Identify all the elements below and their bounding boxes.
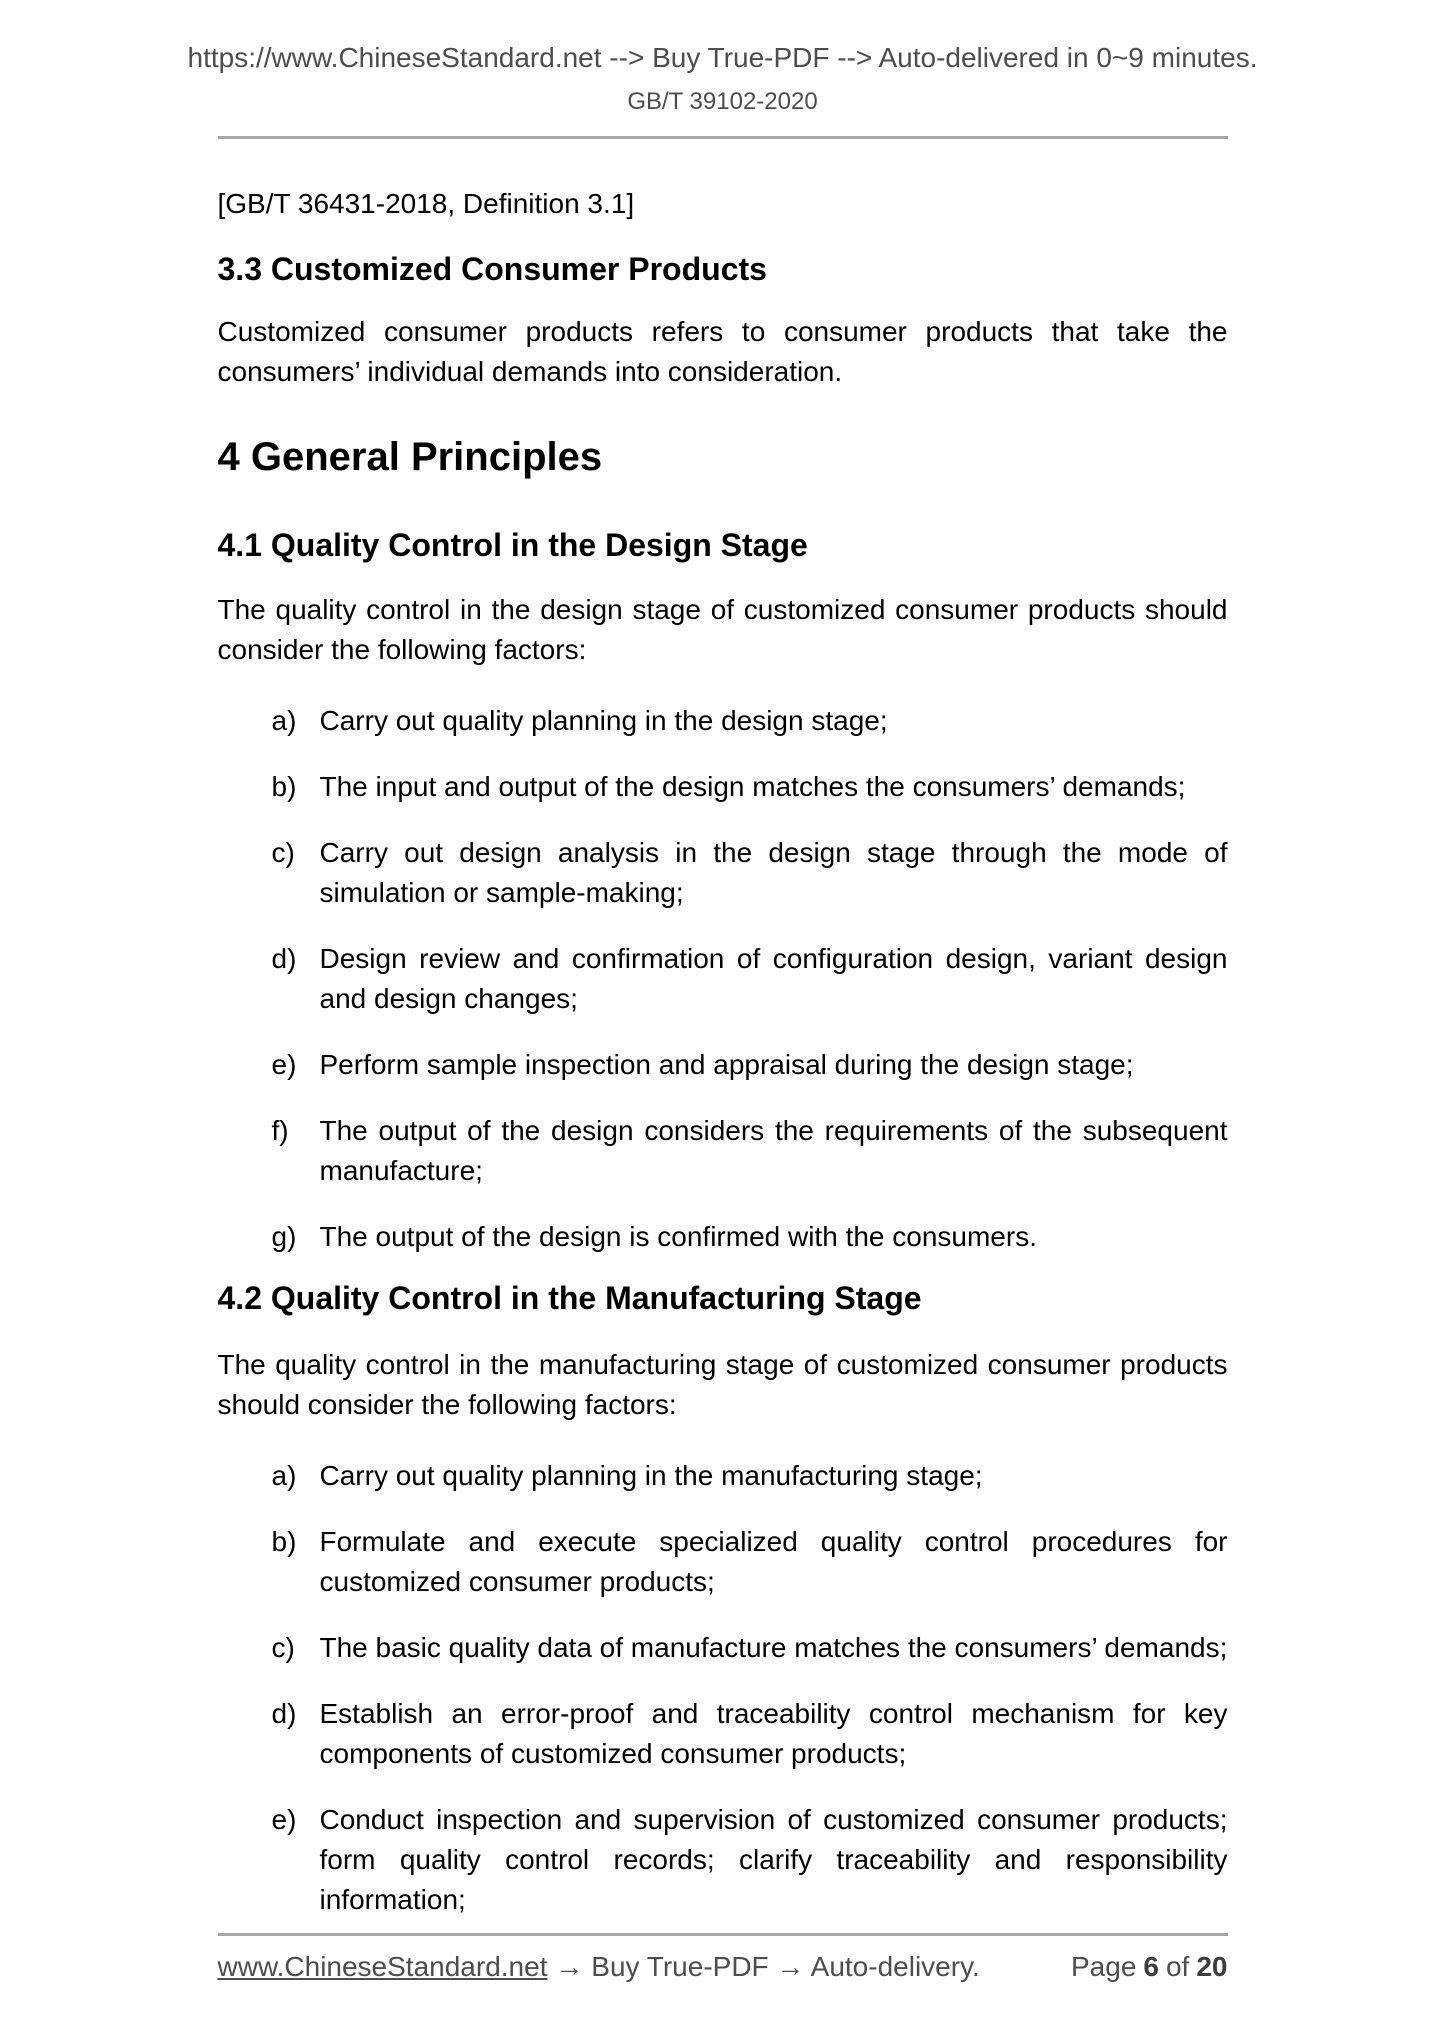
footer-site-link[interactable]: www.ChineseStandard.net: [217, 1951, 548, 1982]
section-3-3-heading: 3.3 Customized Consumer Products: [217, 251, 767, 287]
page-footer: [218, 1947, 1228, 1987]
total-page-number: 20: [1196, 1951, 1228, 1982]
list-item-text: Design review and confirmation of configuration design, variant design and design changes;: [319, 943, 1228, 1014]
list-item-text: Perform sample inspection and appraisal during the design stage;: [319, 1049, 1134, 1080]
list-item-label: e): [271, 1049, 297, 1080]
list-item-label: f): [271, 1115, 289, 1146]
section-4-heading: 4 General Principles: [217, 435, 603, 479]
list-item-label: b): [271, 1526, 297, 1557]
list-item: [272, 1694, 1228, 1774]
list-item: [272, 701, 1228, 741]
header-url-line: https://www.ChineseStandard.net --> Buy True-PDF --> Auto-delivered in 0~9 minutes.: [187, 42, 1258, 73]
list-item-text: Carry out quality planning in the manufacturing stage;: [319, 1460, 983, 1491]
list-item-label: c): [271, 837, 295, 868]
list-item: [272, 1045, 1228, 1085]
list-item: [272, 1800, 1228, 1920]
list-item: [272, 1522, 1228, 1602]
list-item-text: Carry out design analysis in the design stage through the mode of simulation or sample-making;: [319, 837, 1228, 908]
definition-reference: [GB/T 36431-2018, Definition 3.1]: [217, 188, 635, 219]
list-item-text: The output of the design considers the requirements of the subsequent manufacture;: [319, 1115, 1228, 1186]
section-4-1-intro: The quality control in the design stage of customized consumer products should consider the following factors:: [217, 594, 1228, 665]
page-content: [218, 136, 1228, 1987]
list-item-label: d): [271, 1698, 297, 1729]
document-number: GB/T 39102-2020: [627, 88, 818, 115]
header-divider: [218, 136, 1228, 139]
footer-delivery-text: → Buy True-PDF → Auto-delivery.: [555, 1951, 980, 1982]
list-item-label: e): [271, 1804, 297, 1835]
list-item-label: a): [271, 705, 297, 736]
footer-delivery-note: [218, 1947, 980, 1987]
list-item-text: Establish an error-proof and traceability control mechanism for key components of customized consumer products;: [319, 1698, 1228, 1769]
page-label: Page: [1071, 1951, 1137, 1982]
list-item: [272, 1456, 1228, 1496]
section-4-2-intro: The quality control in the manufacturing stage of customized consumer products should consider the following factors:: [217, 1349, 1228, 1420]
section-4-2-heading: 4.2 Quality Control in the Manufacturing Stage: [217, 1280, 922, 1316]
page-indicator: [1071, 1947, 1228, 1987]
current-page-number: 6: [1143, 1951, 1159, 1982]
footer-divider: [218, 1933, 1228, 1936]
list-item-label: b): [271, 771, 297, 802]
list-item: [272, 1217, 1228, 1257]
section-4-2-list: [218, 1456, 1228, 1920]
of-label: of: [1165, 1951, 1190, 1982]
list-item-label: c): [271, 1632, 295, 1663]
list-item-text: The input and output of the design matches the consumers’ demands;: [319, 771, 1186, 802]
list-item: [272, 767, 1228, 807]
list-item-label: d): [271, 943, 297, 974]
list-item: [272, 1628, 1228, 1668]
list-item-text: Carry out quality planning in the design stage;: [319, 705, 888, 736]
list-item: [272, 1111, 1228, 1191]
list-item: [272, 833, 1228, 913]
list-item-text: The basic quality data of manufacture matches the consumers’ demands;: [319, 1632, 1228, 1663]
list-item-text: The output of the design is confirmed with the consumers.: [319, 1221, 1037, 1252]
section-3-3-paragraph: Customized consumer products refers to consumer products that take the consumers’ individual demands into consideration.: [217, 316, 1228, 387]
list-item-label: a): [271, 1460, 297, 1491]
list-item-text: Formulate and execute specialized quality control procedures for customized consumer products;: [319, 1526, 1228, 1597]
section-4-1-heading: 4.1 Quality Control in the Design Stage: [217, 527, 808, 563]
section-4-1-list: [218, 701, 1228, 1257]
list-item: [272, 939, 1228, 1019]
page-header: [0, 0, 1445, 117]
list-item-label: g): [271, 1221, 297, 1252]
list-item-text: Conduct inspection and supervision of customized consumer products; form quality control records; clarify traceability and responsibility information;: [319, 1804, 1228, 1915]
